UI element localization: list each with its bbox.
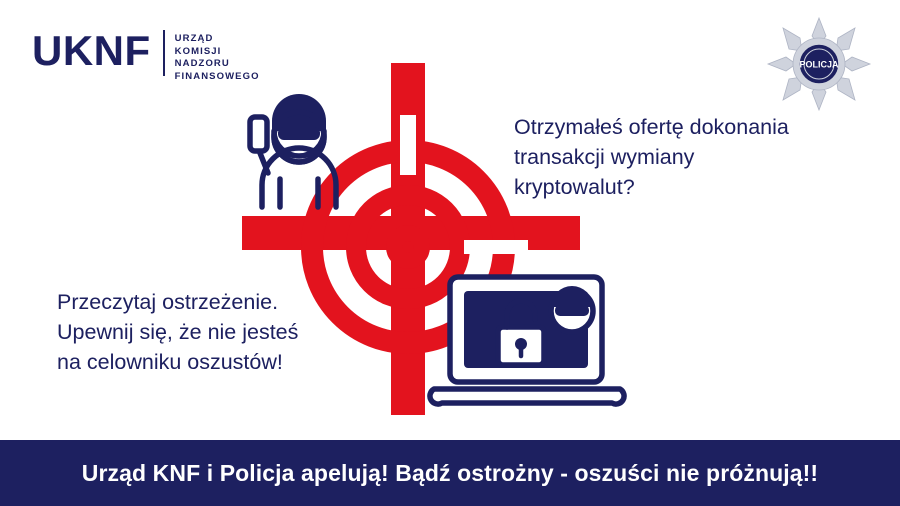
question-line-3: kryptowalut? <box>514 175 635 199</box>
question-line-2: transakcji wymiany <box>514 145 695 169</box>
uknf-subtitle-line-2: KOMISJI <box>174 45 222 57</box>
uknf-logo <box>32 27 260 83</box>
uknf-wordmark: UKNF <box>32 27 151 74</box>
uknf-subtitle-line-4: FINANSOWEGO <box>174 70 260 82</box>
logo-divider <box>163 30 165 76</box>
warning-line-3: na celowniku oszustów! <box>57 350 283 374</box>
police-badge-label: POLICJA <box>799 59 839 70</box>
bottom-banner <box>0 440 900 506</box>
warning-message <box>57 287 377 377</box>
uknf-subtitle-line-1: URZĄD <box>174 33 214 44</box>
uknf-subtitle-line-3: NADZORU <box>174 58 230 69</box>
question-line-1: Otrzymałeś ofertę dokonania <box>514 115 789 139</box>
banner-text: Urząd KNF i Policja apelują! Bądź ostrożny - oszuści nie próżnują!! <box>81 459 819 486</box>
laptop-padlock-thief-icon <box>430 277 624 404</box>
warning-line-2: Upewnij się, że nie jesteś <box>57 320 299 344</box>
warning-line-1: Przeczytaj ostrzeżenie. <box>57 290 279 314</box>
question-message <box>514 112 864 202</box>
police-star-badge-icon <box>766 16 872 112</box>
